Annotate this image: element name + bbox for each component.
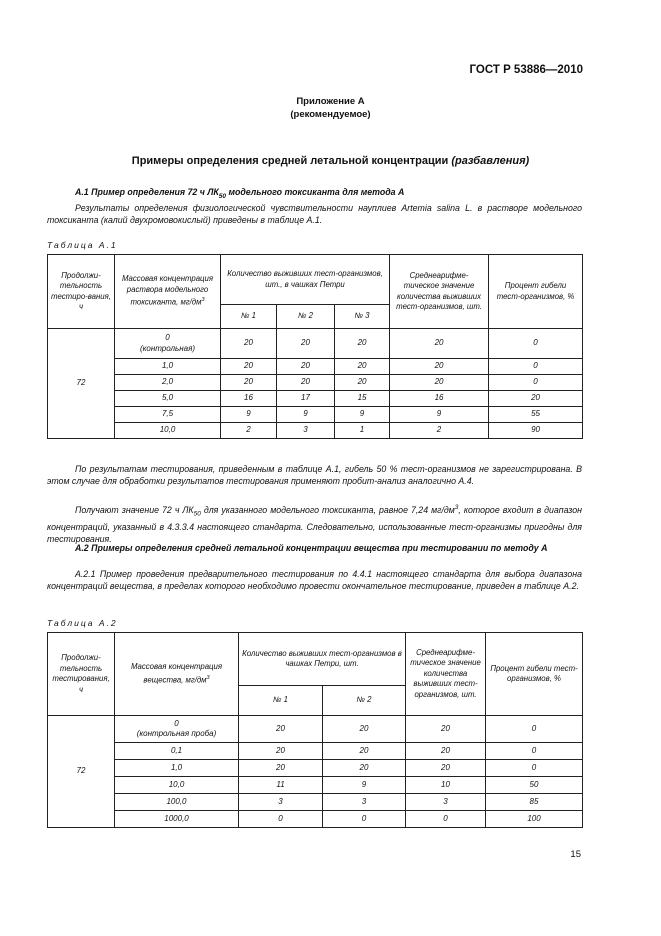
t2-cell-d2: 3 bbox=[323, 794, 406, 811]
page-number: 15 bbox=[570, 849, 581, 860]
t2-cell-pct: 0 bbox=[486, 760, 583, 777]
appendix-subtitle: (рекомендуемое) bbox=[290, 109, 371, 120]
t1-cell-pct: 0 bbox=[489, 359, 583, 375]
table-row bbox=[48, 743, 583, 760]
table-row bbox=[48, 716, 583, 743]
t1-header-concentration-text: Массовая концентрация раствора модельного токсиканта, мг/дм bbox=[121, 274, 214, 308]
t2-header-concentration bbox=[115, 633, 239, 716]
t1-cell-pct: 0 bbox=[489, 329, 583, 359]
table-row bbox=[48, 391, 583, 407]
table-row bbox=[48, 811, 583, 828]
section-a2-heading-prefix: А.2 Примеры определения средней летальной концентрации вещества при тестировании bbox=[75, 543, 491, 553]
t2-cell-d2: 20 bbox=[323, 760, 406, 777]
section-a1-paragraph: Результаты определения физиологической чувствительности науплиев Artemia salina L. в растворе модельного токсиканта (калий двухромовокислый) приведены в таблице А.1. bbox=[47, 203, 582, 226]
table-row bbox=[48, 760, 583, 777]
t1-cell-d2: 20 bbox=[277, 375, 335, 391]
table-row bbox=[48, 359, 583, 375]
table-a2 bbox=[47, 632, 583, 828]
para3-prefix: Получают значение 72 ч ЛК bbox=[75, 504, 194, 515]
t2-cell-conc: 1,0 bbox=[115, 760, 239, 777]
t1-cell-mean: 9 bbox=[390, 407, 489, 423]
table1-caption: Таблица А.1 bbox=[47, 240, 118, 250]
t1-cell-d1: 20 bbox=[221, 375, 277, 391]
t1-cell-d2: 20 bbox=[277, 359, 335, 375]
main-title bbox=[0, 155, 661, 167]
t1-cell-d2: 17 bbox=[277, 391, 335, 407]
t2-cell-conc-note: (контрольная проба) bbox=[136, 729, 217, 738]
t1-cell-mean: 16 bbox=[390, 391, 489, 407]
t2-cell-d1: 20 bbox=[239, 716, 323, 743]
t2-duration-cell: 72 bbox=[48, 716, 115, 828]
t2-cell-pct: 100 bbox=[486, 811, 583, 828]
document-id: ГОСТ Р 53886—2010 bbox=[469, 64, 583, 76]
t1-header-survivors: Количество выживших тест-организмов, шт., в чашках Петри bbox=[221, 255, 390, 305]
t1-cell-conc: 5,0 bbox=[115, 391, 221, 407]
t1-cell-conc bbox=[115, 329, 221, 359]
t1-cell-d1: 20 bbox=[221, 329, 277, 359]
section-a1-heading-suffix: модельного токсиканта для метода А bbox=[226, 187, 405, 197]
t1-header-dish1: № 1 bbox=[221, 305, 277, 329]
t2-cell-pct: 0 bbox=[486, 743, 583, 760]
table-row bbox=[48, 329, 583, 359]
t1-duration-cell: 72 bbox=[48, 329, 115, 439]
t1-cell-pct: 20 bbox=[489, 391, 583, 407]
t1-cell-conc: 2,0 bbox=[115, 375, 221, 391]
t2-cell-d1: 0 bbox=[239, 811, 323, 828]
t2-header-survivors: Количество выживших тест-организмов в чашках Петри, шт. bbox=[239, 633, 406, 686]
t1-header-concentration bbox=[115, 255, 221, 329]
t2-cell-d2: 0 bbox=[323, 811, 406, 828]
table-row bbox=[48, 777, 583, 794]
t2-cell-mean: 10 bbox=[406, 777, 486, 794]
t1-header-dish2: № 2 bbox=[277, 305, 335, 329]
t2-cell-mean: 20 bbox=[406, 716, 486, 743]
t1-header-duration: Продолжи-тельность тестиро-вания, ч bbox=[48, 255, 115, 329]
t1-cell-d2: 20 bbox=[277, 329, 335, 359]
t1-cell-d1: 9 bbox=[221, 407, 277, 423]
paragraph-results: По результатам тестирования, приведенным в таблице А.1, гибель 50 % тест-организмов не зарегистрирована. В этом случае для обработки результатов тестирования применяют пробит-анализ аналогично А.4. bbox=[47, 464, 582, 487]
appendix-title: Приложение А bbox=[296, 96, 365, 107]
t2-header-death-pct: Процент гибели тест-организмов, % bbox=[486, 633, 583, 716]
section-a2-paragraph: А.2.1 Пример проведения предварительного тестирования по 4.4.1 настоящего стандарта для выбора диапазона концентраций вещества, в пределах которого необходимо провести окончательное тестирование, приведен в таблице А.2. bbox=[47, 569, 582, 592]
table2-caption: Таблица А.2 bbox=[47, 618, 118, 628]
t2-cell-d1: 20 bbox=[239, 743, 323, 760]
t1-cell-pct: 0 bbox=[489, 375, 583, 391]
t2-cell-d1: 20 bbox=[239, 760, 323, 777]
t1-cell-d2: 3 bbox=[277, 423, 335, 439]
t2-header-concentration-sup: 3 bbox=[206, 674, 210, 681]
t2-cell-mean: 3 bbox=[406, 794, 486, 811]
table-row bbox=[48, 423, 583, 439]
t1-cell-mean: 20 bbox=[390, 375, 489, 391]
t2-cell-d1: 3 bbox=[239, 794, 323, 811]
t1-header-death-pct: Процент гибели тест-организмов, % bbox=[489, 255, 583, 329]
t1-header-concentration-sup: 3 bbox=[201, 297, 205, 304]
t2-cell-pct: 0 bbox=[486, 716, 583, 743]
t2-cell-conc: 0,1 bbox=[115, 743, 239, 760]
t2-cell-conc-value: 0 bbox=[174, 718, 179, 728]
t2-header-dish1: № 1 bbox=[239, 686, 323, 716]
table-row bbox=[48, 794, 583, 811]
t1-cell-d3: 20 bbox=[335, 359, 390, 375]
t1-cell-d1: 20 bbox=[221, 359, 277, 375]
t1-cell-pct: 55 bbox=[489, 407, 583, 423]
t2-cell-d2: 9 bbox=[323, 777, 406, 794]
t2-cell-conc: 1000,0 bbox=[115, 811, 239, 828]
t1-cell-conc-note: (контрольная) bbox=[139, 343, 196, 353]
t1-cell-mean: 2 bbox=[390, 423, 489, 439]
t1-header-dish3: № 3 bbox=[335, 305, 390, 329]
t1-cell-mean: 20 bbox=[390, 359, 489, 375]
t2-header-duration: Продолжи-тельность тестирования, ч bbox=[48, 633, 115, 716]
appendix-header bbox=[0, 95, 661, 121]
t1-cell-conc: 1,0 bbox=[115, 359, 221, 375]
t1-cell-d2: 9 bbox=[277, 407, 335, 423]
t2-cell-pct: 85 bbox=[486, 794, 583, 811]
para3-sup: 3 bbox=[454, 504, 459, 511]
para3-sub: 50 bbox=[193, 510, 201, 518]
section-a1-heading bbox=[47, 186, 582, 203]
t2-header-mean: Среднеарифме-тическое значение количества выживших тест-организмов, шт. bbox=[406, 633, 486, 716]
t2-cell-conc: 10,0 bbox=[115, 777, 239, 794]
paragraph-lc50 bbox=[47, 502, 582, 546]
t2-header-dish2: № 2 bbox=[323, 686, 406, 716]
t2-cell-d1: 11 bbox=[239, 777, 323, 794]
t1-cell-d3: 9 bbox=[335, 407, 390, 423]
t1-cell-mean: 20 bbox=[390, 329, 489, 359]
main-title-text: Примеры определения средней летальной концентрации bbox=[131, 155, 449, 167]
t1-cell-d3: 20 bbox=[335, 375, 390, 391]
t1-cell-d3: 1 bbox=[335, 423, 390, 439]
t2-cell-conc bbox=[115, 716, 239, 743]
section-a2-heading bbox=[47, 542, 582, 554]
t1-cell-conc: 10,0 bbox=[115, 423, 221, 439]
para3-rest: , которое входит в диапазон концентраций, указанный в 4.3.3.4 настоящего стандарта. Следовательно, использованные тест-организмы пригодны для тестирования. bbox=[47, 504, 582, 545]
t1-cell-d1: 16 bbox=[221, 391, 277, 407]
t2-cell-conc: 100,0 bbox=[115, 794, 239, 811]
section-a2-heading-italic: по методу А bbox=[490, 543, 548, 553]
t2-cell-d2: 20 bbox=[323, 716, 406, 743]
section-a1-heading-prefix: А.1 Пример определения 72 ч ЛК bbox=[75, 187, 219, 197]
t1-cell-d3: 15 bbox=[335, 391, 390, 407]
t2-cell-d2: 20 bbox=[323, 743, 406, 760]
para3-suffix: для указанного модельного токсиканта, равное 7,24 мг/дм bbox=[200, 504, 455, 515]
t1-cell-conc: 7,5 bbox=[115, 407, 221, 423]
table-a1 bbox=[47, 254, 583, 439]
t1-cell-d1: 2 bbox=[221, 423, 277, 439]
table-row bbox=[48, 407, 583, 423]
t1-header-mean: Среднеарифме-тическое значение количества выживших тест-организмов, шт. bbox=[390, 255, 489, 329]
t2-cell-mean: 0 bbox=[406, 811, 486, 828]
t1-cell-d3: 20 bbox=[335, 329, 390, 359]
t1-cell-conc-value: 0 bbox=[165, 333, 170, 342]
t2-cell-mean: 20 bbox=[406, 760, 486, 777]
t2-header-concentration-text: Массовая концентрация вещества, мг/дм bbox=[130, 662, 223, 685]
table-row bbox=[48, 375, 583, 391]
section-a1-heading-sub: 50 bbox=[218, 192, 227, 200]
t2-cell-mean: 20 bbox=[406, 743, 486, 760]
t1-cell-pct: 90 bbox=[489, 423, 583, 439]
main-title-italic: (разбавления) bbox=[451, 155, 530, 167]
t2-cell-pct: 50 bbox=[486, 777, 583, 794]
